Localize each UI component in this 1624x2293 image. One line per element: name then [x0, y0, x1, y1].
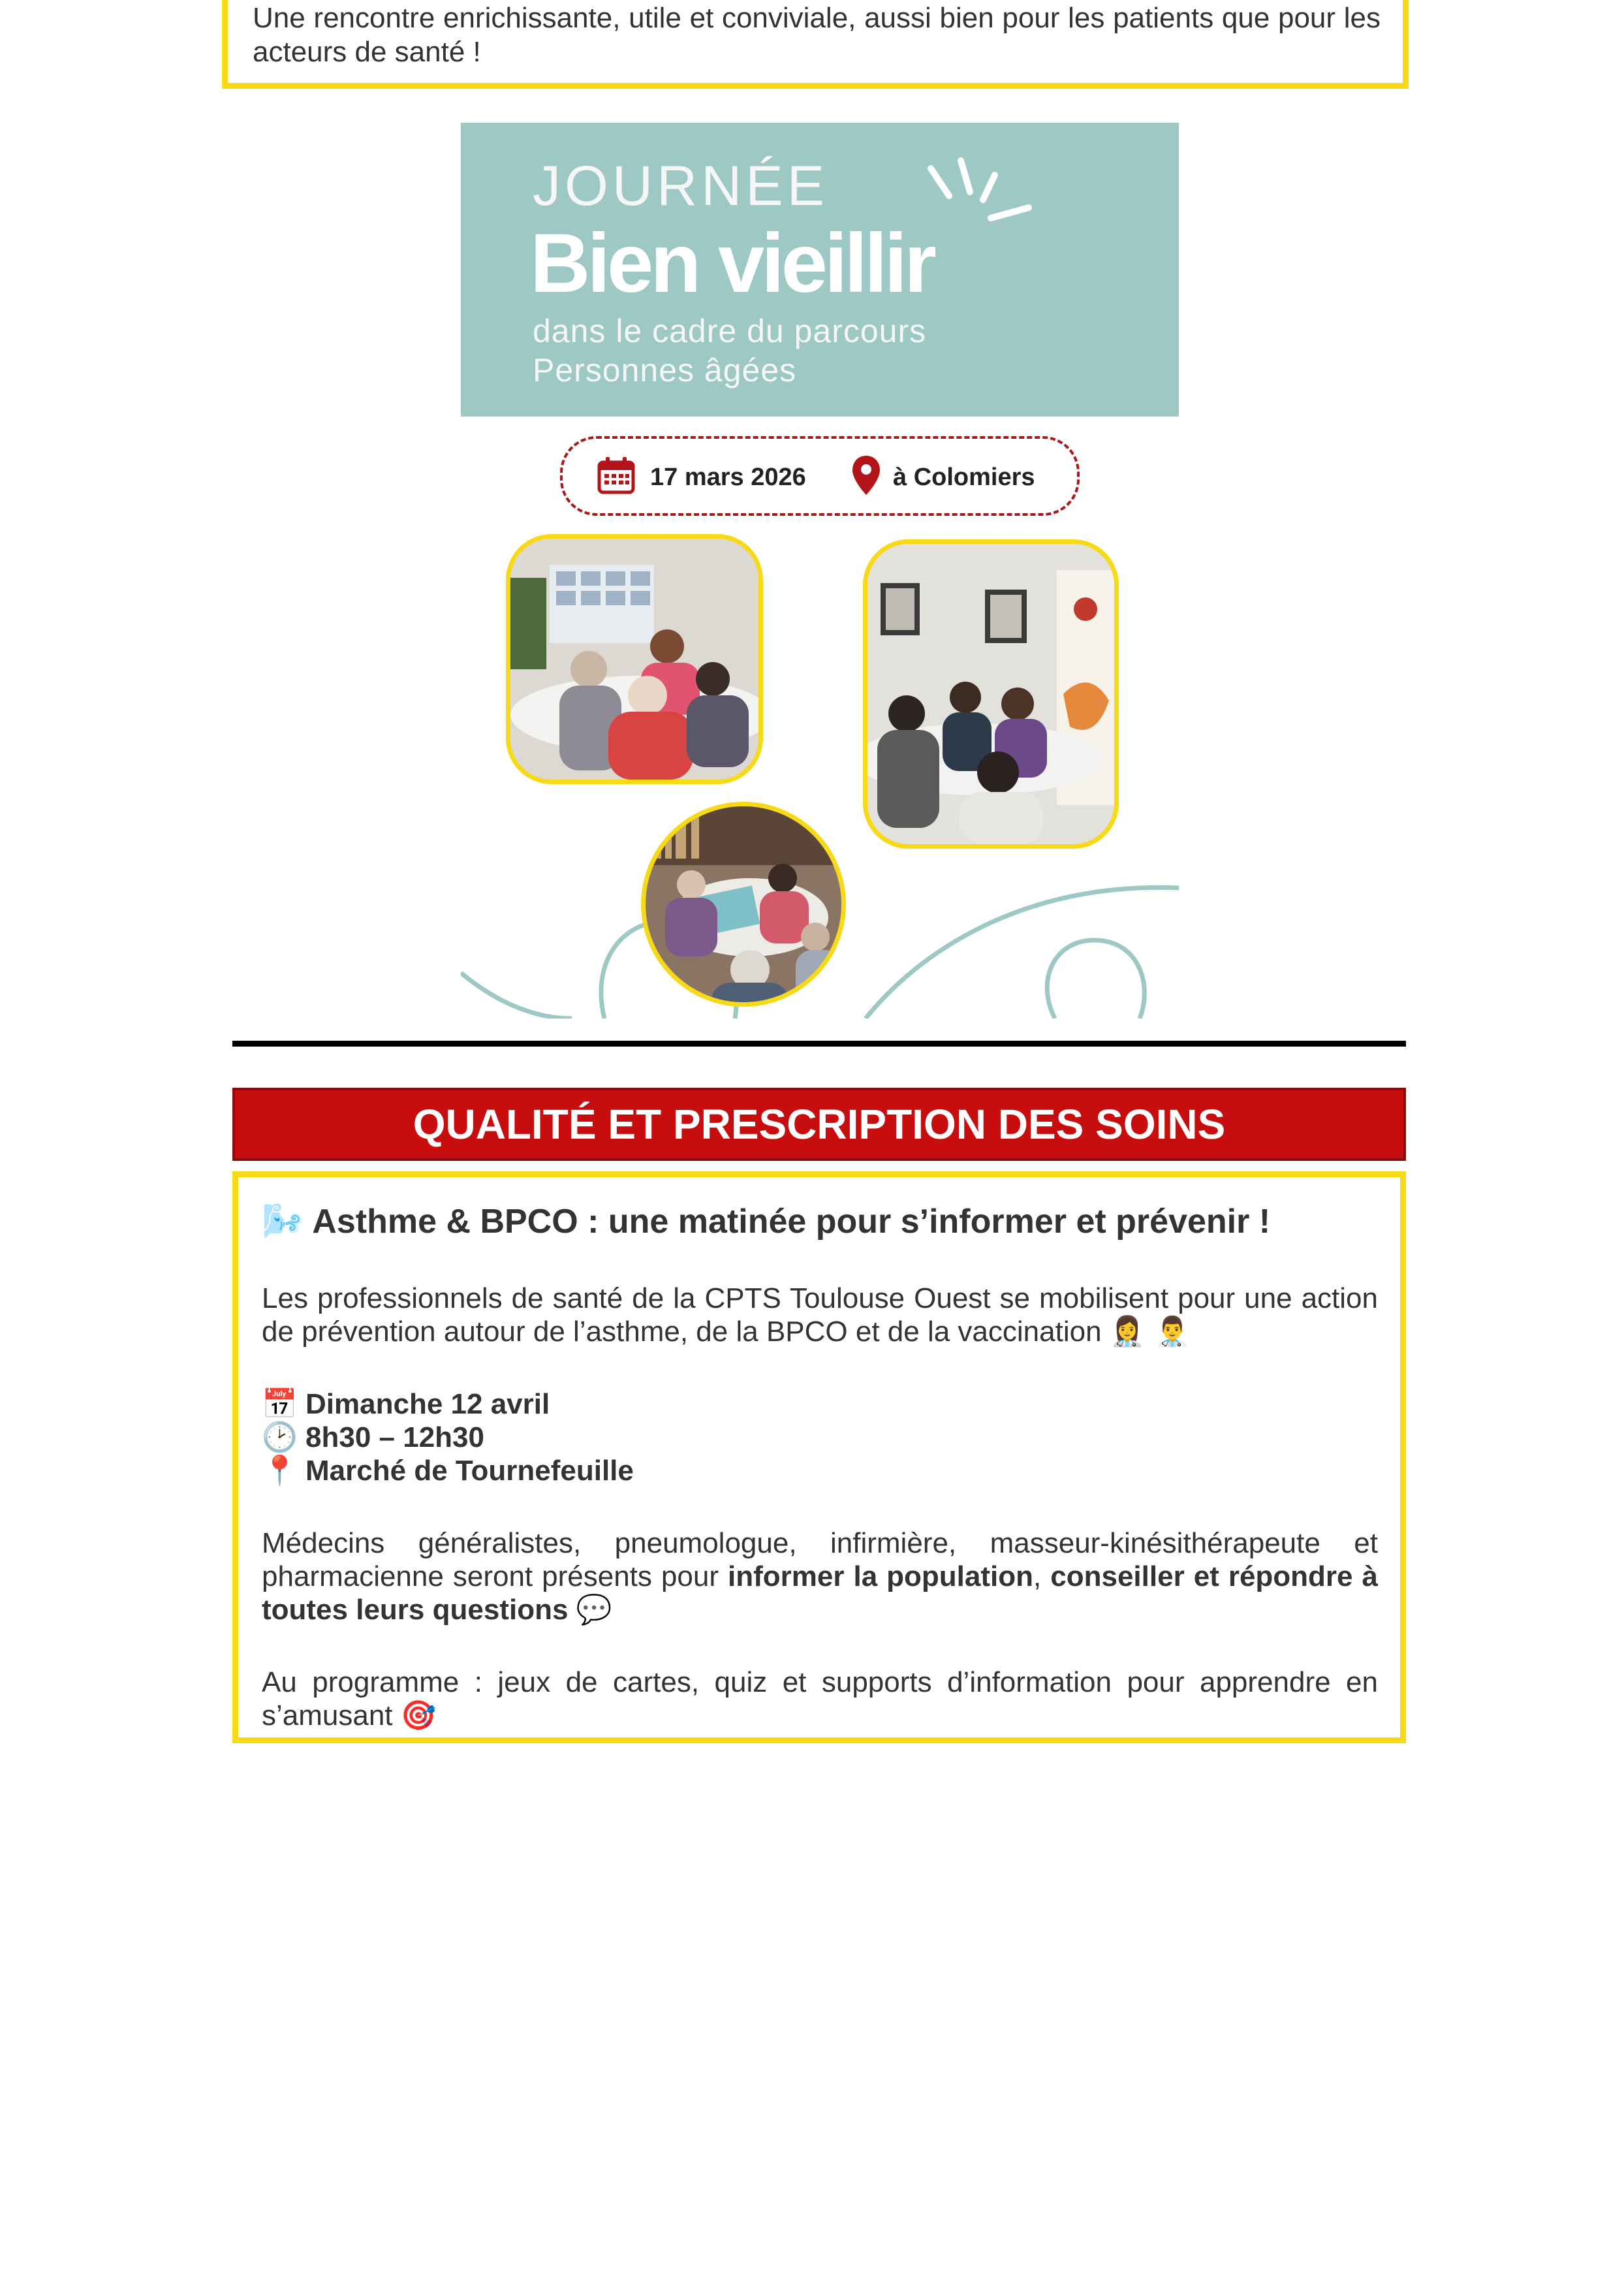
event-place-line	[262, 1454, 1378, 1487]
article-box	[232, 1171, 1406, 1743]
event-date: 17 mars 2026	[650, 464, 806, 491]
event-location: à Colomiers	[893, 464, 1035, 491]
event-photo-2	[863, 539, 1119, 849]
article-program	[262, 1666, 1378, 1732]
event-time: 8h30 – 12h30	[305, 1421, 484, 1453]
professionals-text: Médecins généralistes, pneumologue, infirmière, masseur-kinésithérapeute et pharmacienne seront présents pour	[262, 1527, 1378, 1592]
intro-box	[222, 0, 1409, 89]
event-date-line	[262, 1387, 1378, 1421]
target-icon: 🎯	[400, 1699, 437, 1732]
article-professionals	[262, 1526, 1378, 1626]
event-day: Dimanche 12 avril	[305, 1388, 550, 1420]
sparkle-icon	[918, 155, 1061, 247]
event-photo-1	[506, 534, 763, 784]
event-time-line	[262, 1421, 1378, 1454]
article-intro	[262, 1282, 1378, 1348]
wind-icon: 🌬️	[262, 1202, 304, 1241]
calendar-icon	[597, 456, 636, 495]
event-place: Marché de Tournefeuille	[305, 1455, 634, 1487]
health-professionals-icon: 👩‍⚕️ 👨‍⚕️	[1109, 1315, 1191, 1348]
banner-line-3: dans le cadre du parcours	[533, 313, 927, 349]
location-pin-icon: 📍	[262, 1454, 298, 1487]
event-photo-3	[641, 802, 846, 1007]
section-header	[232, 1088, 1406, 1161]
professionals-sep: ,	[1033, 1560, 1042, 1592]
program-text: Au programme : jeux de cartes, quiz et supports d’information pour apprendre en s’amusant	[262, 1666, 1378, 1732]
banner-line-2: Bien vieillir	[530, 217, 933, 310]
article-intro-text: Les professionnels de santé de la CPTS Toulouse Ouest se mobilisent pour une action de prévention autour de l’asthme, de la BPCO et de la vaccination	[262, 1282, 1378, 1348]
professionals-bold-1: informer la population	[728, 1560, 1034, 1592]
calendar-icon: 📅	[262, 1387, 298, 1421]
section-divider	[232, 1041, 1406, 1047]
article-title	[262, 1201, 1378, 1242]
article-title-text: Asthme & BPCO : une matinée pour s’informer et prévenir !	[312, 1203, 1271, 1241]
event-banner	[461, 123, 1179, 417]
speech-bubble-icon: 💬	[576, 1593, 612, 1626]
event-info-pill	[560, 436, 1080, 516]
intro-text: Une rencontre enrichissante, utile et conviviale, aussi bien pour les patients que pour les acteurs de santé !	[253, 2, 1381, 68]
banner-line-4: Personnes âgées	[533, 352, 797, 388]
section-title: QUALITÉ ET PRESCRIPTION DES SOINS	[413, 1101, 1226, 1148]
banner-line-1: JOURNÉE	[533, 155, 828, 217]
professionals-bold-2: conseiller et répondre à toutes leurs questions	[262, 1560, 1379, 1626]
location-pin-icon	[851, 454, 881, 498]
clock-icon: 🕑	[262, 1421, 298, 1454]
